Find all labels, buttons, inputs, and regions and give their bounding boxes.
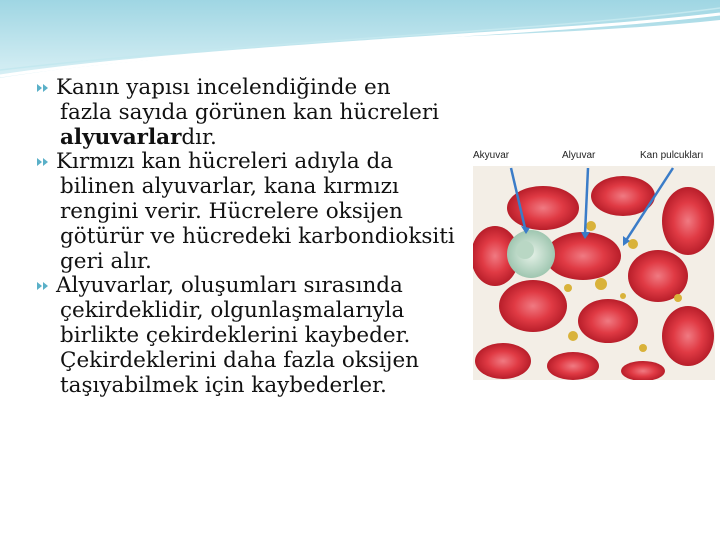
line: Kırmızı kan hücreleri adıyla da xyxy=(56,149,394,175)
line: Çekirdeklerini daha fazla oksijen xyxy=(60,347,420,373)
paragraph-1 xyxy=(34,76,464,150)
line: birlikte çekirdeklerini kaybeder. xyxy=(60,322,411,348)
bullet-icon xyxy=(36,280,52,292)
line: Alyuvarlar, oluşumları sırasında xyxy=(56,273,403,299)
slide-body xyxy=(34,76,464,398)
line: bilinen alyuvarlar, kana kırmızı xyxy=(60,174,399,200)
blood-cells-image xyxy=(473,166,715,380)
label-alyuvar: Alyuvar xyxy=(562,150,596,161)
line: taşıyabilmek için kaybederler. xyxy=(60,372,387,398)
label-akyuvar: Akyuvar xyxy=(473,150,510,161)
line: fazla sayıda görünen kan hücreleri xyxy=(60,99,440,125)
line: geri alır. xyxy=(60,248,152,274)
bullet-icon xyxy=(36,82,52,94)
label-kan-pulcuklari: Kan pulcukları xyxy=(640,150,704,161)
line: götürür ve hücredeki karbondioksiti xyxy=(60,223,455,249)
bullet-icon xyxy=(36,156,52,168)
line-suffix: dır. xyxy=(181,124,217,150)
header-wave-decoration xyxy=(0,0,720,80)
line: rengini verir. Hücrelere oksijen xyxy=(60,198,403,224)
blood-cells-figure xyxy=(470,150,718,380)
bold-term: alyuvarlar xyxy=(60,124,182,150)
line: çekirdeklidir, olgunlaşmalarıyla xyxy=(60,298,405,324)
paragraph-2 xyxy=(34,150,464,274)
paragraph-3 xyxy=(34,274,464,398)
line: Kanın yapısı incelendiğinde en xyxy=(56,75,391,100)
